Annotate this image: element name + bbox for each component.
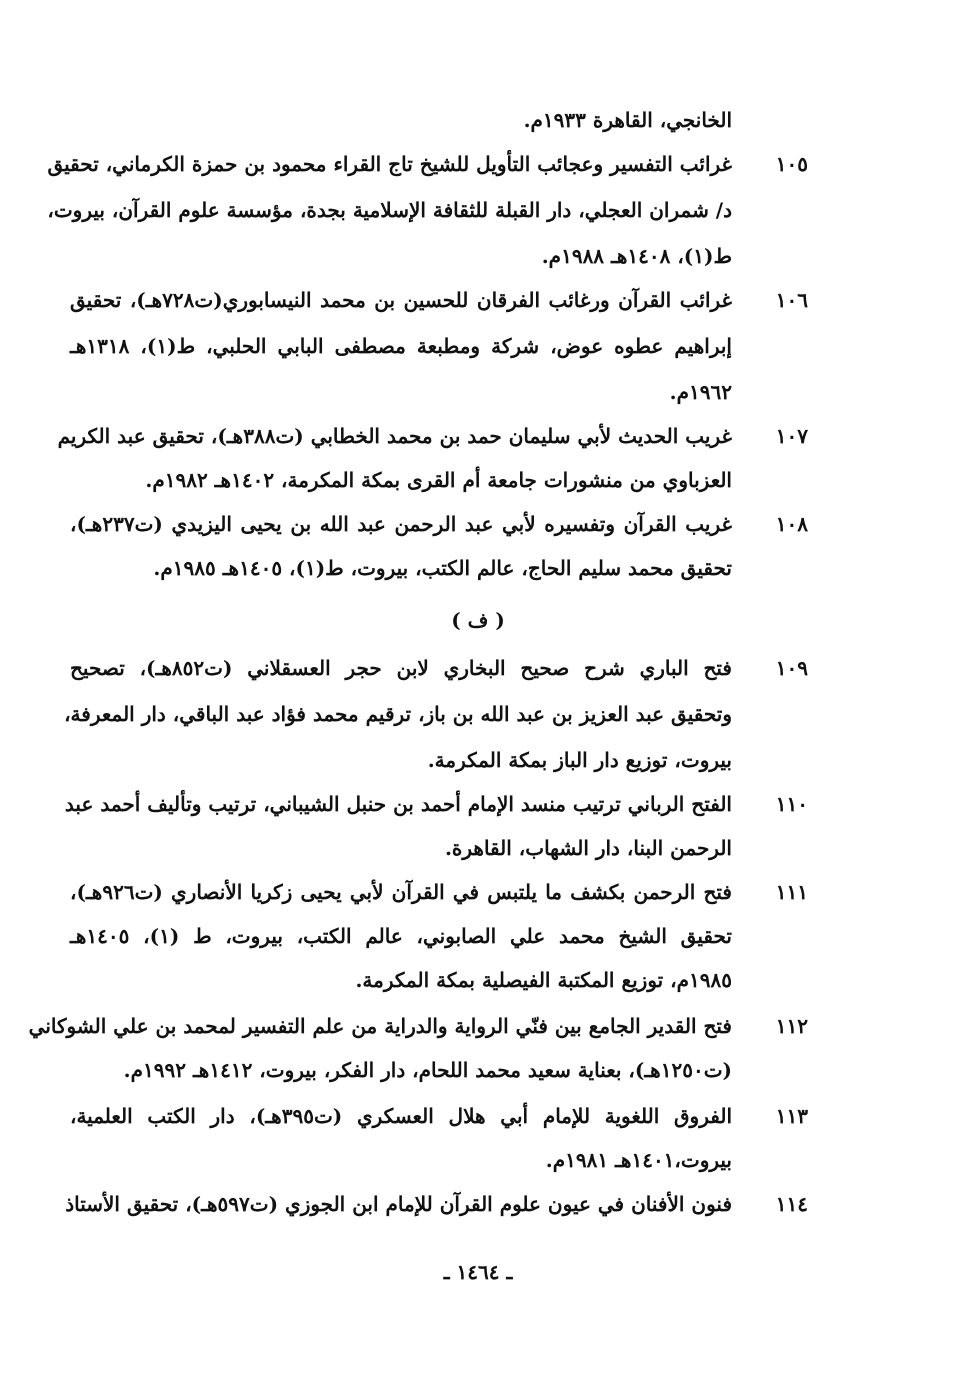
- entry-110: [0, 782, 956, 826]
- entry-text: فنون الأفنان في عيون علوم القرآن للإمام ابن الجوزي (ت٥٩٧هـ)، تحقيق الأستاذ: [65, 1192, 732, 1216]
- entry-number: ١١٣: [775, 1104, 808, 1128]
- entry-104-continuation: الخانجي، القاهرة ١٩٣٣م.: [523, 108, 732, 132]
- entry-text: فتح القدير الجامع بين فنّي الرواية والدراية من علم التفسير لمحمد بن علي الشوكاني: [28, 1014, 732, 1038]
- entry-text: غريب القرآن وتفسيره لأبي عبد الرحمن عبد الله بن يحيى اليزيدي (ت٢٣٧هـ)،: [70, 512, 732, 536]
- entry-111-line-3: ١٩٨٥م، توزيع المكتبة الفيصلية بمكة المكرمة.: [355, 968, 732, 992]
- page-number: ـ ١٤٦٤ ـ: [443, 1260, 513, 1284]
- entry-text: غريب الحديث لأبي سليمان حمد بن محمد الخطابي (ت٣٨٨هـ)، تحقيق عبد الكريم: [57, 424, 732, 448]
- entry-108-line-2: تحقيق محمد سليم الحاج، عالم الكتب، بيروت، ط(١)، ١٤٠٥هـ ١٩٨٥م.: [153, 556, 732, 580]
- entry-107: [0, 414, 956, 458]
- entry-112-line-2: (ت١٢٥٠هـ)، بعناية سعيد محمد اللحام، دار الفكر، بيروت، ١٤١٢هـ ١٩٩٢م.: [123, 1058, 732, 1082]
- entry-number: ١١١: [775, 880, 808, 904]
- entry-106: [0, 278, 956, 322]
- section-heading: ( ف ): [451, 608, 505, 632]
- entry-text: الفتح الرباني ترتيب منسد الإمام أحمد بن حنبل الشيباني، ترتيب وتأليف أحمد عبد: [64, 792, 732, 816]
- entry-text: فتح الباري شرح صحيح البخاري لابن حجر العسقلاني (ت٨٥٢هـ)، تصحيح: [70, 656, 732, 680]
- entry-114: [0, 1182, 956, 1226]
- entry-108: [0, 502, 956, 546]
- entry-105-line-3: ط(١)، ١٤٠٨هـ ١٩٨٨م.: [541, 244, 732, 268]
- entry-113-line-2: بيروت،١٤٠١هـ ١٩٨١م.: [545, 1148, 732, 1172]
- entry-number: ١٠٦: [775, 288, 808, 312]
- entry-number: ١١٤: [775, 1192, 808, 1216]
- entry-number: ١٠٥: [775, 152, 808, 176]
- entry-number: ١١٠: [775, 792, 808, 816]
- entry-107-line-2: العزباوي من منشورات جامعة أم القرى بمكة المكرمة، ١٤٠٢هـ ١٩٨٢م.: [145, 468, 732, 492]
- entry-106-line-3: ١٩٦٢م.: [669, 380, 732, 404]
- entry-105: [0, 142, 956, 186]
- entry-text: الفروق اللغوية للإمام أبي هلال العسكري (ت٣٩٥هـ)، دار الكتب العلمية،: [70, 1104, 733, 1128]
- entry-number: ١١٢: [775, 1014, 808, 1038]
- entry-number: ١٠٨: [775, 512, 808, 536]
- entry-110-line-2: الرحمن البنا، دار الشهاب، القاهرة.: [444, 836, 732, 860]
- entry-105-line-2: د/ شمران العجلي، دار القبلة للثقافة الإسلامية بجدة، مؤسسة علوم القرآن، بيروت،: [47, 198, 732, 222]
- entry-106-line-2: إبراهيم عطوه عوض، شركة ومطبعة مصطفى البابي الحلبي، ط(١)، ١٣١٨هـ: [70, 334, 732, 358]
- entry-111-line-2: تحقيق الشيخ محمد علي الصابوني، عالم الكتب، بيروت، ط (١)، ١٤٠٥هـ: [70, 924, 732, 948]
- entry-109: [0, 646, 956, 690]
- entry-109-line-3: بيروت، توزيع دار الباز بمكة المكرمة.: [427, 748, 732, 772]
- entry-112: [0, 1004, 956, 1048]
- entry-number: ١٠٧: [775, 424, 808, 448]
- entry-number: ١٠٩: [775, 656, 808, 680]
- entry-113: [0, 1094, 956, 1138]
- entry-text: فتح الرحمن بكشف ما يلتبس في القرآن لأبي يحيى زكريا الأنصاري (ت٩٢٦هـ)،: [70, 880, 732, 904]
- entry-111: [0, 870, 956, 914]
- entry-text: غرائب التفسير وعجائب التأويل للشيخ تاج القراء محمود بن حمزة الكرماني، تحقيق: [47, 152, 732, 176]
- entry-text: غرائب القرآن ورغائب الفرقان للحسين بن محمد النيسابوري(ت٧٢٨هـ)، تحقيق: [70, 288, 732, 312]
- entry-109-line-2: وتحقيق عبد العزيز بن عبد الله بن باز، ترقيم محمد فؤاد عبد الباقي، دار المعرفة،: [64, 702, 732, 726]
